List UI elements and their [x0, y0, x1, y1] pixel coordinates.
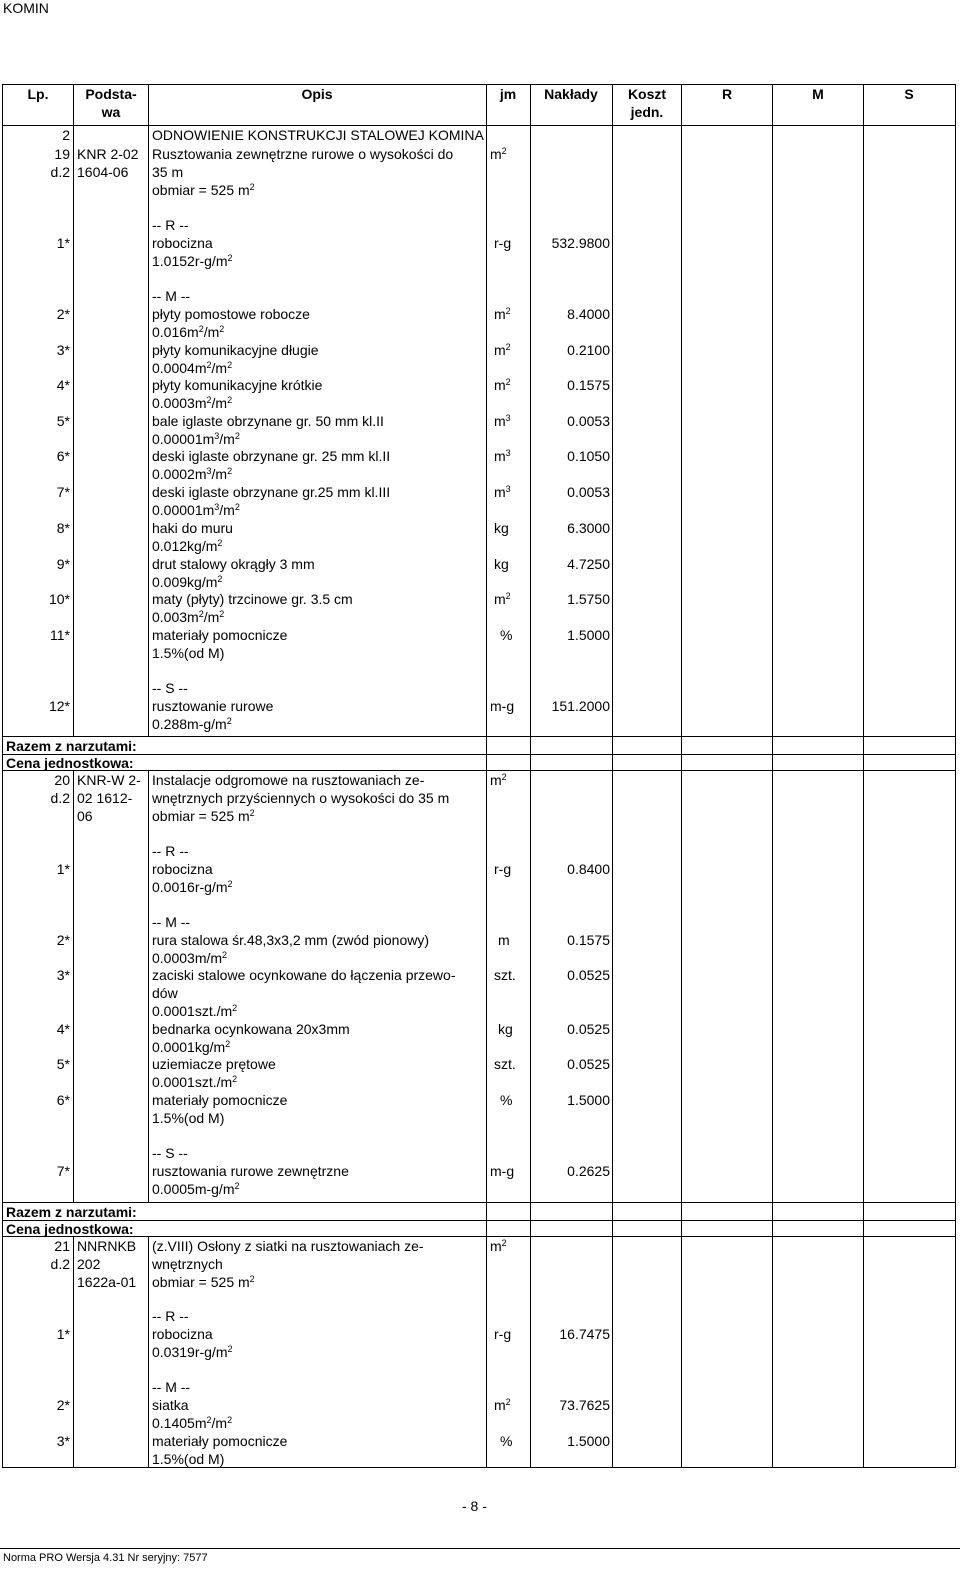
header-opis: Opis: [301, 86, 333, 102]
norm-sup: 2: [225, 1039, 231, 1049]
norm-sup: 2: [227, 879, 233, 889]
item-unit: r-g: [494, 1326, 512, 1342]
item-lp: 3*: [56, 1433, 70, 1449]
position-21-lp-sub: d.2: [50, 1256, 70, 1272]
item-value: 0.8400: [567, 861, 610, 877]
item-norm: [152, 608, 224, 626]
item-name: rura stalowa śr.48,3x3,2 mm (zwód pionowy): [152, 932, 429, 948]
item-norm: [152, 501, 240, 519]
razem-divider-2: [2, 754, 955, 755]
item-norm: [152, 537, 222, 555]
item-value: 73.7625: [559, 1397, 610, 1413]
item-norm: [152, 1038, 230, 1056]
unit-text: m: [494, 484, 506, 500]
position-20-lp-sub: d.2: [50, 790, 70, 806]
table-bottom-border: [2, 1467, 955, 1468]
unit-sup: 3: [505, 484, 511, 494]
item-unit: [494, 590, 511, 608]
norm-sup: 2: [232, 1074, 238, 1084]
position-21-desc-2: wnętrznych: [152, 1256, 223, 1272]
norm-per: /m: [219, 431, 235, 447]
norm-text: 0.0016r-g/m: [152, 879, 228, 895]
col-divider-r: [772, 84, 773, 1468]
unit-sup: 2: [501, 772, 507, 782]
item-value: 0.1575: [567, 932, 610, 948]
item-lp: 1*: [56, 235, 70, 251]
col-divider-m: [863, 84, 864, 1468]
group-m-label: -- M --: [152, 288, 191, 304]
header-jm: jm: [499, 86, 517, 102]
col-divider-lp-2: [73, 770, 74, 1202]
position-20-basis-3: 06: [77, 808, 93, 824]
item-unit: %: [500, 627, 513, 643]
item-name: deski iglaste obrzynane gr.25 mm kl.III: [152, 484, 391, 500]
group-m-label: -- M --: [152, 914, 191, 930]
unit-text: m: [494, 1397, 506, 1413]
item-lp: 2*: [56, 1397, 70, 1413]
item-norm: [152, 465, 232, 483]
norm-sup: 2: [227, 1415, 233, 1425]
item-value: 16.7475: [559, 1326, 610, 1342]
item-lp: 5*: [56, 413, 70, 429]
header-podstawa: [76, 85, 146, 121]
item-name-cont: dów: [152, 985, 178, 1001]
obmiar-sup: 2: [249, 1274, 255, 1284]
col-divider-jm: [530, 84, 531, 1468]
razem-divider-4: [2, 1220, 955, 1221]
header-r: R: [721, 86, 733, 102]
footer-divider: [0, 1548, 960, 1549]
item-unit: r-g: [494, 235, 512, 251]
norm-text: 0.0004m: [152, 360, 207, 376]
item-norm: [152, 949, 227, 967]
col-divider-basis-2: [148, 770, 149, 1202]
norm-sup: 2: [217, 574, 223, 584]
item-norm: 1.5%(od M): [152, 1110, 225, 1126]
position-19-desc-2: 35 m: [152, 164, 184, 180]
col-divider-naklady: [612, 84, 613, 1468]
item-norm: [152, 430, 240, 448]
item-name: materiały pomocnicze: [152, 627, 288, 643]
norm-sup: 2: [198, 609, 204, 619]
position-19-lp-sub: d.2: [50, 164, 70, 180]
cena-label: Cena jednostkowa:: [6, 1221, 134, 1237]
item-value: 0.1575: [567, 377, 610, 393]
norm-sup: 3: [214, 431, 220, 441]
header-koszt: [614, 85, 680, 121]
col-divider-opis: [486, 84, 487, 1468]
item-value: 0.0525: [567, 1056, 610, 1072]
position-20-desc-1: Instalacje odgromowe na rusztowaniach ze-: [152, 772, 425, 788]
norm-text: 0.00001m: [152, 431, 215, 447]
item-value: 1.5750: [567, 591, 610, 607]
unit-sup: 3: [505, 413, 511, 423]
item-value: 1.5000: [567, 1433, 610, 1449]
norm-text: 0.003m: [152, 609, 199, 625]
unit-text: m: [494, 306, 506, 322]
unit-sup: 2: [505, 306, 511, 316]
item-norm: [152, 252, 233, 270]
razem-divider-3: [2, 1202, 955, 1203]
item-name: płyty pomostowe robocze: [152, 306, 310, 322]
page-number: - 8 -: [462, 1498, 487, 1514]
item-unit: [494, 447, 511, 465]
item-norm: [152, 1002, 237, 1020]
item-lp: 1*: [56, 861, 70, 877]
position-20-basis-2: 02 1612-: [77, 790, 133, 806]
unit-sup: 2: [505, 591, 511, 601]
item-name: robocizna: [152, 1326, 213, 1342]
section-title: ODNOWIENIE KONSTRUKCJI STALOWEJ KOMINA: [152, 127, 484, 143]
item-lp: 2*: [56, 306, 70, 322]
item-lp: 6*: [56, 1092, 70, 1108]
obmiar-text: obmiar = 525 m: [152, 808, 250, 824]
item-value: 8.4000: [567, 306, 610, 322]
item-norm: [152, 394, 232, 412]
col-divider-koszt: [681, 84, 682, 1468]
position-20-lp: 20: [54, 772, 70, 788]
item-norm: [152, 1073, 237, 1091]
norm-sup: 2: [227, 395, 233, 405]
item-lp: 2*: [56, 932, 70, 948]
item-unit: [494, 412, 511, 430]
norm-sup: 2: [206, 360, 212, 370]
item-value: 0.2100: [567, 342, 610, 358]
item-norm: [152, 573, 222, 591]
header-podstawa-line2: wa: [101, 104, 121, 120]
item-name: siatka: [152, 1397, 189, 1413]
position-divider-21: [2, 1236, 955, 1237]
norm-text: 0.0002m: [152, 466, 207, 482]
item-name: materiały pomocnicze: [152, 1092, 288, 1108]
unit-text: m: [494, 413, 506, 429]
item-norm: [152, 1343, 233, 1361]
norm-sup: 2: [219, 324, 225, 334]
item-lp: 7*: [56, 484, 70, 500]
item-lp: 4*: [56, 377, 70, 393]
norm-text: 0.016m: [152, 324, 199, 340]
position-21-unit: [490, 1237, 507, 1255]
position-21-lp: 21: [54, 1238, 70, 1254]
norm-sup: 2: [234, 431, 240, 441]
position-21-obmiar: [152, 1273, 255, 1291]
position-20-unit: [490, 771, 507, 789]
position-21-basis-1: NNRNKB: [77, 1238, 137, 1254]
position-20-desc-2: wnętrznych przyściennych o wysokości do 35 m: [152, 790, 450, 806]
norm-sup: 2: [227, 253, 233, 263]
item-lp: 12*: [48, 698, 70, 714]
norm-sup: 2: [234, 502, 240, 512]
item-name: bednarka ocynkowana 20x3mm: [152, 1021, 350, 1037]
header-koszt-line1: Koszt: [627, 86, 667, 102]
item-name: zaciski stalowe ocynkowane do łączenia przewo-: [152, 967, 456, 983]
item-unit: szt.: [494, 1056, 516, 1072]
unit-text: m: [494, 591, 506, 607]
norm-text: 0.00001m: [152, 502, 215, 518]
norm-sup: 2: [206, 395, 212, 405]
group-m-label: -- M --: [152, 1379, 191, 1395]
norm-sup: 2: [222, 950, 228, 960]
item-name: bale iglaste obrzynane gr. 50 mm kl.II: [152, 413, 384, 429]
col-divider-lp: [73, 84, 74, 736]
position-21-desc-1: (z.VIII) Osłony z siatki na rusztowaniach ze-: [152, 1238, 424, 1254]
item-lp: 10*: [48, 591, 70, 607]
item-value: 0.0525: [567, 967, 610, 983]
col-divider-lp-3: [73, 1236, 74, 1467]
item-value: 0.0053: [567, 413, 610, 429]
item-norm: 1.5%(od M): [152, 645, 225, 661]
header-koszt-line2: jedn.: [630, 104, 664, 120]
group-r-label: -- R --: [152, 1308, 189, 1324]
position-21-basis-3: 1622a-01: [77, 1274, 137, 1290]
norm-text: 0.0003m/m: [152, 950, 223, 966]
obmiar-text: obmiar = 525 m: [152, 1274, 250, 1290]
unit-text: m: [490, 1238, 502, 1254]
item-value: 1.5000: [567, 627, 610, 643]
item-name: deski iglaste obrzynane gr. 25 mm kl.II: [152, 448, 391, 464]
norm-sup: 2: [219, 609, 225, 619]
item-value: 532.9800: [551, 235, 610, 251]
unit-sup: 2: [501, 146, 507, 156]
item-value: 0.0525: [567, 1021, 610, 1037]
group-r-label: -- R --: [152, 843, 189, 859]
razem-divider-1: [2, 736, 955, 737]
norm-text: 0.012kg/m: [152, 538, 218, 554]
item-value: 0.0053: [567, 484, 610, 500]
item-lp: 4*: [56, 1021, 70, 1037]
item-lp: 11*: [50, 627, 70, 643]
obmiar-sup: 2: [249, 808, 255, 818]
norm-sup: 3: [214, 502, 220, 512]
norm-sup: 2: [232, 1003, 238, 1013]
footer-software-info: Norma PRO Wersja 4.31 Nr seryjny: 7577: [3, 1552, 208, 1564]
norm-sup: 2: [198, 324, 204, 334]
norm-text: 0.288m-g/m: [152, 716, 227, 732]
unit-sup: 2: [501, 1238, 507, 1248]
item-name: robocizna: [152, 235, 213, 251]
item-value: 6.3000: [567, 520, 610, 536]
group-s-label: -- S --: [152, 1145, 188, 1161]
position-20-basis-1: KNR-W 2-: [77, 772, 141, 788]
item-unit: [494, 376, 511, 394]
obmiar-sup: 2: [249, 182, 255, 192]
norm-text: 1.0152r-g/m: [152, 253, 228, 269]
header-lp: Lp.: [27, 86, 49, 102]
group-s-label: -- S --: [152, 680, 188, 696]
item-value: 1.5000: [567, 1092, 610, 1108]
position-20-obmiar: [152, 807, 255, 825]
norm-sup: 2: [217, 538, 223, 548]
item-lp: 8*: [56, 520, 70, 536]
item-name: rusztowanie rurowe: [152, 698, 274, 714]
item-value: 0.2625: [567, 1163, 610, 1179]
item-lp: 6*: [56, 448, 70, 464]
col-divider-basis: [148, 84, 149, 736]
position-21-basis-2: 202: [77, 1256, 101, 1272]
unit-sup: 3: [505, 448, 511, 458]
item-lp: 3*: [56, 967, 70, 983]
norm-text: 0.0005m-g/m: [152, 1181, 235, 1197]
norm-sup: 2: [227, 1344, 233, 1354]
razem-label: Razem z narzutami:: [6, 738, 137, 754]
norm-text: 0.009kg/m: [152, 574, 218, 590]
cena-label: Cena jednostkowa:: [6, 755, 134, 771]
norm-per: /m: [219, 502, 235, 518]
norm-text: 0.0319r-g/m: [152, 1344, 228, 1360]
norm-per: /m: [211, 360, 228, 376]
item-unit: %: [500, 1433, 513, 1449]
unit-text: m: [494, 448, 506, 464]
item-lp: 3*: [56, 342, 70, 358]
item-unit: [494, 305, 511, 323]
item-name: płyty komunikacyjne krótkie: [152, 377, 323, 393]
position-19-lp: 19: [54, 146, 70, 162]
item-unit: kg: [498, 1021, 513, 1037]
item-norm: [152, 1180, 240, 1198]
norm-sup: 2: [206, 1415, 212, 1425]
item-name: haki do muru: [152, 520, 233, 536]
item-unit: m: [498, 932, 510, 948]
item-unit: r-g: [494, 861, 512, 877]
position-19-unit: [490, 145, 507, 163]
table-header: [0, 85, 960, 127]
item-norm: [152, 359, 232, 377]
item-unit: [494, 341, 511, 359]
item-norm: [152, 715, 232, 733]
item-norm: [152, 323, 224, 341]
position-19-desc-1: Rusztowania zewnętrzne rurowe o wysokości do: [152, 146, 454, 162]
unit-sup: 2: [505, 377, 511, 387]
header-naklady: Nakłady: [544, 86, 598, 102]
item-unit: [494, 483, 511, 501]
item-name: materiały pomocnicze: [152, 1433, 288, 1449]
item-unit: szt.: [494, 967, 516, 983]
norm-per: /m: [203, 609, 220, 625]
item-unit: %: [500, 1092, 513, 1108]
norm-sup: 2: [234, 1181, 240, 1191]
norm-text: 0.1405m: [152, 1415, 207, 1431]
norm-per: /m: [211, 395, 228, 411]
item-norm: [152, 1414, 232, 1432]
header-m: M: [812, 86, 824, 102]
item-unit: m-g: [490, 698, 515, 714]
document-title: KOMIN: [3, 0, 49, 16]
item-norm: 1.5%(od M): [152, 1451, 225, 1467]
item-unit: kg: [494, 520, 509, 536]
norm-sup: 3: [206, 466, 212, 476]
header-podstawa-line1: Podsta-: [85, 86, 137, 102]
position-19-basis-1: KNR 2-02: [77, 146, 139, 162]
section-number: 2: [62, 127, 70, 143]
unit-text: m: [490, 146, 502, 162]
item-norm: [152, 878, 233, 896]
item-lp: 9*: [56, 556, 70, 572]
table-right-border: [955, 84, 956, 1468]
unit-text: m: [494, 377, 506, 393]
item-unit: kg: [494, 556, 509, 572]
group-r-label: -- R --: [152, 217, 189, 233]
norm-text: 0.0001szt./m: [152, 1003, 233, 1019]
item-name: robocizna: [152, 861, 213, 877]
header-s: S: [904, 86, 914, 102]
norm-per: /m: [211, 466, 228, 482]
norm-text: 0.0001kg/m: [152, 1039, 226, 1055]
item-lp: 5*: [56, 1056, 70, 1072]
norm-sup: 2: [227, 466, 233, 476]
item-name: maty (płyty) trzcinowe gr. 3.5 cm: [152, 591, 353, 607]
item-value: 151.2000: [551, 698, 610, 714]
unit-text: m: [490, 772, 502, 788]
item-value: 0.1050: [567, 448, 610, 464]
item-name: uziemiacze prętowe: [152, 1056, 276, 1072]
position-divider-20: [2, 770, 955, 771]
item-value: 4.7250: [567, 556, 610, 572]
norm-text: 0.0001szt./m: [152, 1074, 233, 1090]
item-lp: 7*: [56, 1163, 70, 1179]
unit-sup: 2: [505, 342, 511, 352]
item-name: drut stalowy okrągły 3 mm: [152, 556, 315, 572]
norm-text: 0.0003m: [152, 395, 207, 411]
norm-sup: 2: [226, 716, 232, 726]
item-name: płyty komunikacyjne długie: [152, 342, 319, 358]
unit-text: m: [494, 342, 506, 358]
razem-label: Razem z narzutami:: [6, 1204, 137, 1220]
norm-per: /m: [203, 324, 220, 340]
position-19-obmiar: [152, 181, 255, 199]
norm-per: /m: [211, 1415, 228, 1431]
obmiar-text: obmiar = 525 m: [152, 182, 250, 198]
unit-sup: 2: [505, 1397, 511, 1407]
item-unit: m-g: [490, 1163, 515, 1179]
item-unit: [494, 1396, 511, 1414]
norm-sup: 2: [227, 360, 233, 370]
col-divider-basis-3: [148, 1236, 149, 1467]
position-19-basis-2: 1604-06: [77, 164, 129, 180]
item-lp: 1*: [56, 1326, 70, 1342]
item-name: rusztowania rurowe zewnętrzne: [152, 1163, 349, 1179]
